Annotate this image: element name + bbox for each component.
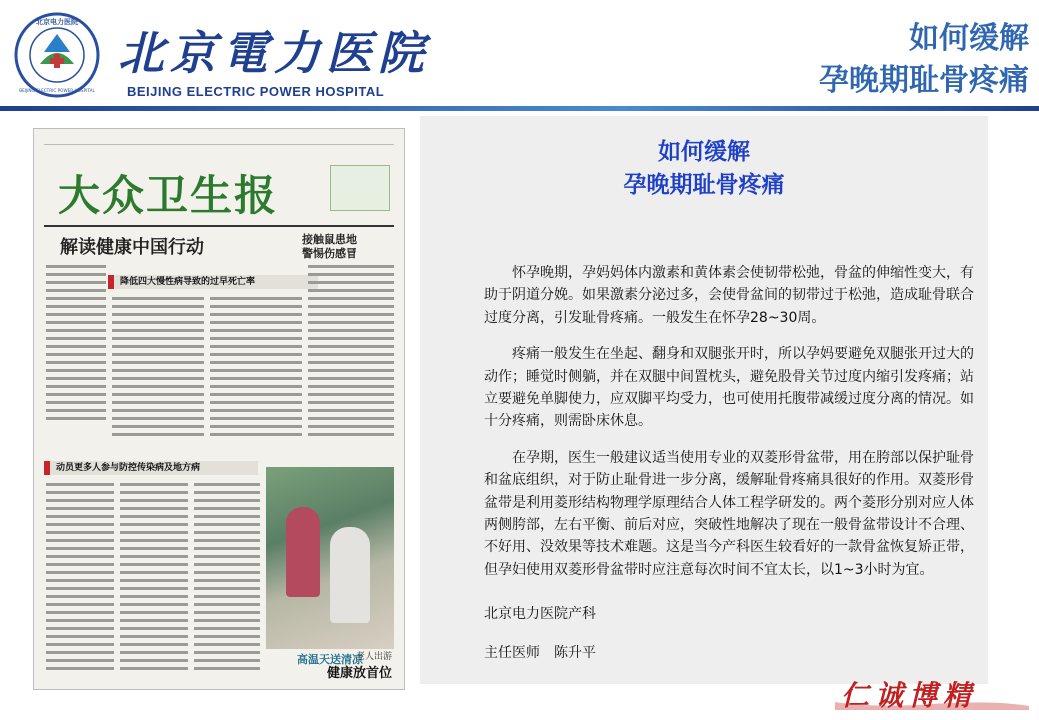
article-paragraph: 在孕期，医生一般建议适当使用专业的双菱形骨盆带，用在胯部以保护耻骨和盆底组织，对于防止耻骨进一步分离，缓解耻骨疼痛具很好的作用。双菱形骨盆带是利用菱形结构物理学原理结合人体工程学研发的。两个菱形分别对应人体两侧胯部，左右平衡、前后对应，突破性地解决了现在一般骨盆带设计不合理、不好用、没效果等技术难题。这是当今产科医生较看好的一款骨盆恢复矫正带，但孕妇使用双菱形骨盆带时应注意每次时间不宜太长，以1~3小时为宜。 xyxy=(484,449,974,578)
newspaper-bottom-sub: 老人出游 xyxy=(355,652,392,662)
hospital-name-cn: 北京電力医院 xyxy=(118,26,430,80)
logo-ring-text: 北京电力医院 xyxy=(36,18,78,26)
newspaper-subhead-right-1: 接触鼠患地 xyxy=(302,233,357,246)
newspaper-photo xyxy=(266,467,394,649)
newspaper-column xyxy=(194,483,260,675)
article-body xyxy=(484,262,974,595)
logo-ring-text-en: BEIJING ELECTRIC POWER HOSPITAL xyxy=(19,88,95,93)
header-title xyxy=(819,18,1029,102)
article-title-line1: 如何缓解 xyxy=(658,139,750,165)
article-author: 主任医师 陈升平 xyxy=(484,645,596,661)
newspaper-bottom-main: 健康放首位 xyxy=(326,666,392,681)
article-title-line2: 孕晚期耻骨疼痛 xyxy=(623,172,785,198)
article-paragraph: 怀孕晚期，孕妈妈体内激素和黄体素会使韧带松弛，骨盆的伸缩性变大，有助于阴道分娩。如果激素分泌过多，会使骨盆间的韧带过于松弛，造成耻骨联合过度分离，引发耻骨疼痛。一般发生在怀孕28~30周。 xyxy=(484,265,974,326)
newspaper-column xyxy=(120,483,188,675)
newspaper-column xyxy=(46,483,114,675)
article-card xyxy=(420,116,988,684)
newspaper-masthead-title: 大众卫生报 xyxy=(58,171,279,220)
newspaper-subhead-right xyxy=(302,233,357,261)
article-title xyxy=(420,136,988,202)
page-header xyxy=(0,0,1039,108)
newspaper-bottom-headline xyxy=(327,649,392,681)
article-department: 北京电力医院产科 xyxy=(484,606,596,622)
newspaper-subhead-right-2: 警惕伤感冒 xyxy=(302,247,357,260)
newspaper-column xyxy=(112,297,204,441)
newspaper-bar-2: 动员更多人参与防控传染病及地方病 xyxy=(44,461,258,475)
header-title-line2: 孕晚期耻骨疼痛 xyxy=(819,63,1029,98)
header-divider xyxy=(0,106,1039,111)
newspaper-bar-1: 降低四大慢性病导致的过早死亡率 xyxy=(108,275,318,289)
newspaper-rule xyxy=(44,225,394,227)
newspaper-column xyxy=(210,297,302,441)
newspaper-photo-figure xyxy=(286,507,320,597)
newspaper-masthead xyxy=(44,159,394,221)
footer-stamp xyxy=(833,672,1031,712)
header-title-line1: 如何缓解 xyxy=(909,21,1029,56)
hospital-name-en: BEIJING ELECTRIC POWER HOSPITAL xyxy=(127,84,385,99)
newspaper-photo-caption: 高温天送清凉 xyxy=(297,653,363,666)
article-paragraph: 疼痛一般发生在坐起、翻身和双腿张开时，所以孕妈要避免双腿张开过大的动作；睡觉时侧躺，并在双腿中间置枕头，避免股骨关节过度内缩引发疼痛；站立要避免单脚使力，应双脚平均受力，也可使用托腹带减缓过度分离的情况。如十分疼痛，则需卧床休息。 xyxy=(484,346,974,430)
hospital-logo-icon xyxy=(14,12,100,98)
newspaper-photo-figure xyxy=(330,527,370,623)
footer-stamp-text: 仁诚博精 xyxy=(841,679,978,712)
newspaper-dateline xyxy=(44,139,394,145)
newspaper-section-heading: 解读健康中国行动 xyxy=(60,237,204,258)
newspaper-column xyxy=(46,265,106,425)
newspaper-column xyxy=(308,265,394,441)
newspaper-masthead-badge xyxy=(330,165,390,211)
newspaper-image xyxy=(33,128,405,690)
